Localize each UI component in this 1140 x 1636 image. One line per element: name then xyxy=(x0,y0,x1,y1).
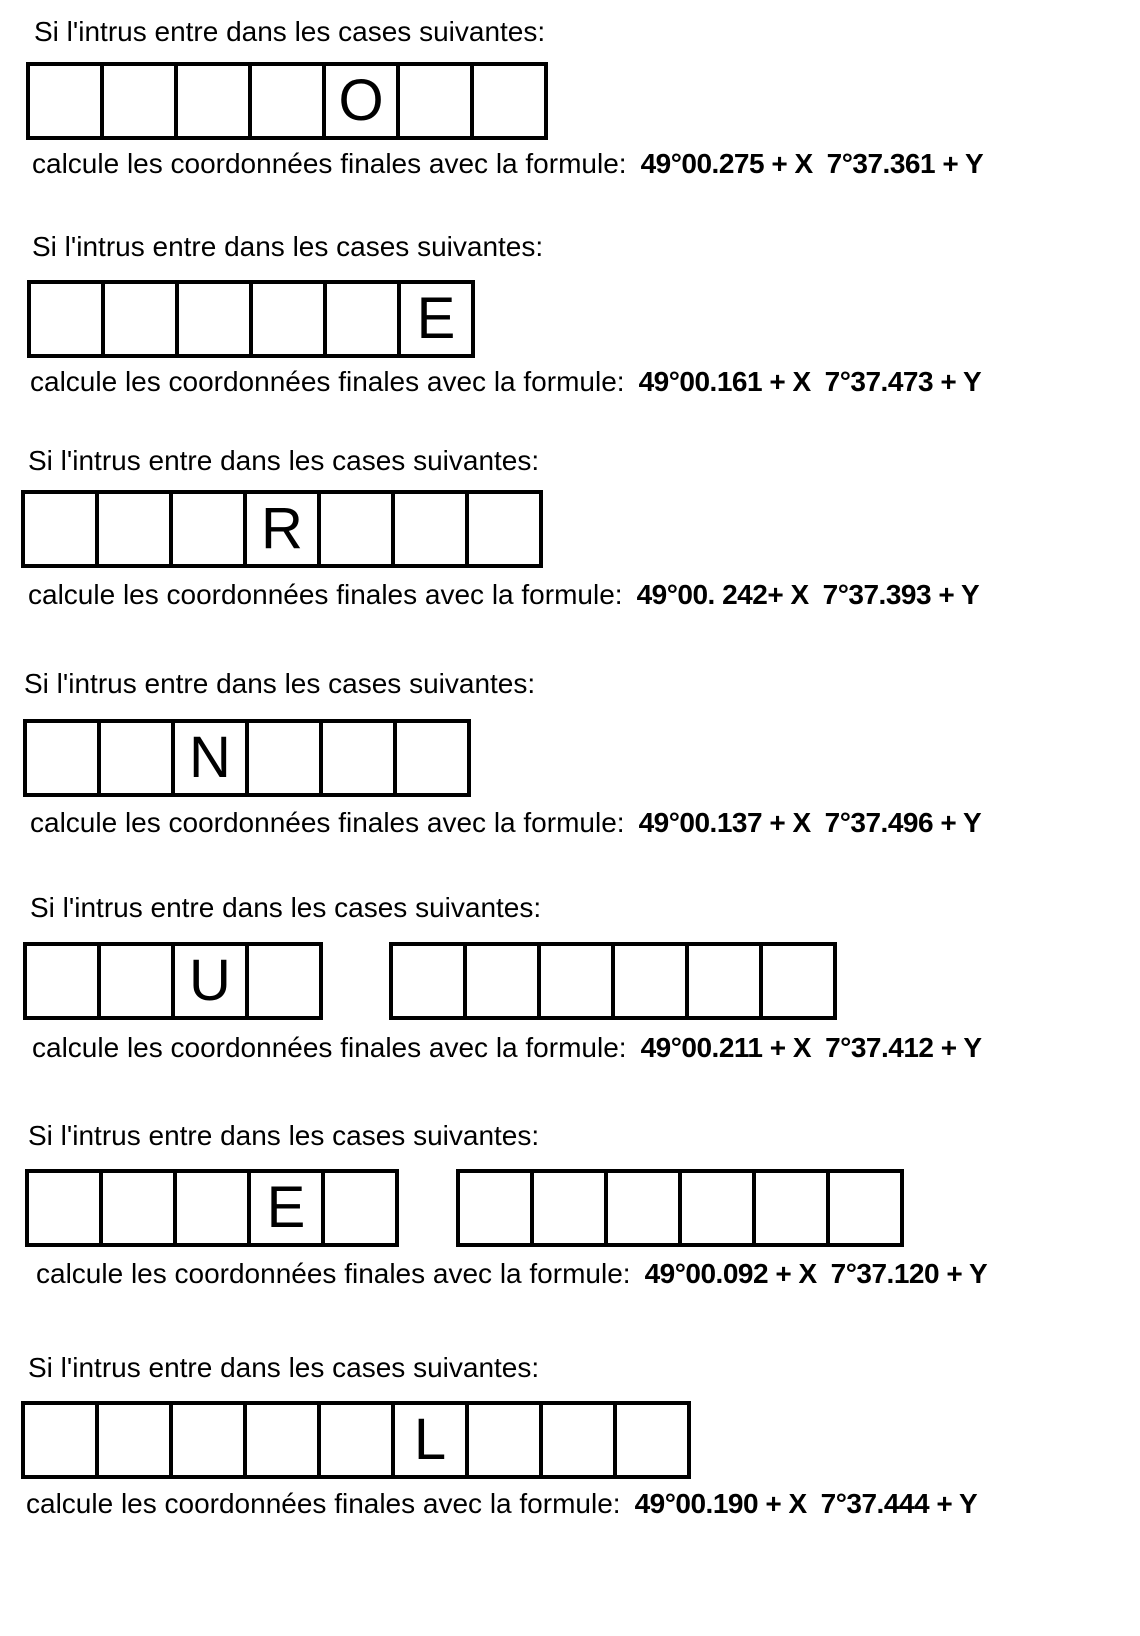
longitude-formula: 7°37.473 + Y xyxy=(824,366,982,397)
formula-line xyxy=(26,1487,977,1521)
instruction-text: Si l'intrus entre dans les cases suivantes: xyxy=(34,16,546,47)
letter-box[interactable] xyxy=(460,1173,534,1243)
formula-line xyxy=(36,1257,987,1291)
letter-box[interactable] xyxy=(543,1405,617,1475)
letter-box[interactable] xyxy=(541,946,615,1016)
letter-box[interactable] xyxy=(689,946,763,1016)
formula-line xyxy=(32,147,983,181)
letter-box[interactable] xyxy=(99,1405,173,1475)
letter-box[interactable] xyxy=(397,723,471,793)
letter-box-group xyxy=(21,490,543,568)
letter-box[interactable] xyxy=(179,284,253,354)
letter-box-group xyxy=(26,62,548,140)
latitude-formula: 49°00.211 + X xyxy=(640,1032,812,1063)
formula-line xyxy=(28,578,979,612)
letter-box[interactable] xyxy=(325,1173,399,1243)
instruction-text: Si l'intrus entre dans les cases suivantes: xyxy=(28,1352,540,1383)
letter-box[interactable] xyxy=(393,946,467,1016)
letter-box[interactable]: L xyxy=(395,1405,469,1475)
letter-box[interactable] xyxy=(29,1173,103,1243)
letter-box[interactable] xyxy=(27,723,101,793)
instruction-text: Si l'intrus entre dans les cases suivantes: xyxy=(28,1120,540,1151)
letter-box[interactable] xyxy=(25,1405,99,1475)
latitude-formula: 49°00.190 + X xyxy=(634,1488,807,1519)
formula-prefix: calcule les coordonnées finales avec la formule: xyxy=(30,807,625,838)
letter-box[interactable] xyxy=(608,1173,682,1243)
letter-box[interactable] xyxy=(534,1173,608,1243)
letter-box[interactable] xyxy=(617,1405,691,1475)
longitude-formula: 7°37.361 + Y xyxy=(826,148,984,179)
letter-box[interactable]: U xyxy=(175,946,249,1016)
letter-box-group xyxy=(27,280,475,358)
instruction-text: Si l'intrus entre dans les cases suivantes: xyxy=(32,231,544,262)
letter-box[interactable] xyxy=(104,66,178,136)
letter-box[interactable] xyxy=(830,1173,904,1243)
letter-box[interactable] xyxy=(469,1405,543,1475)
longitude-formula: 7°37.412 + Y xyxy=(825,1032,982,1063)
letter-box[interactable] xyxy=(177,1173,251,1243)
letter-box[interactable] xyxy=(103,1173,177,1243)
letter-box-group xyxy=(389,942,837,1020)
letter-box[interactable] xyxy=(467,946,541,1016)
instruction-text: Si l'intrus entre dans les cases suivantes: xyxy=(28,445,540,476)
letter-box[interactable] xyxy=(615,946,689,1016)
instruction-text: Si l'intrus entre dans les cases suivantes: xyxy=(30,892,542,923)
letter-box[interactable] xyxy=(247,1405,321,1475)
letter-box-group xyxy=(23,719,471,797)
formula-prefix: calcule les coordonnées finales avec la formule: xyxy=(36,1258,631,1289)
letter-box[interactable] xyxy=(327,284,401,354)
longitude-formula: 7°37.496 + Y xyxy=(824,807,982,838)
latitude-formula: 49°00.092 + X xyxy=(644,1258,817,1289)
letter-box[interactable] xyxy=(253,284,327,354)
letter-box[interactable]: O xyxy=(326,66,400,136)
letter-box[interactable] xyxy=(323,723,397,793)
letter-box[interactable] xyxy=(99,494,173,564)
longitude-formula: 7°37.393 + Y xyxy=(822,579,980,610)
letter-box-group xyxy=(21,1401,691,1479)
letter-box[interactable] xyxy=(105,284,179,354)
formula-prefix: calcule les coordonnées finales avec la formule: xyxy=(30,366,625,397)
formula-prefix: calcule les coordonnées finales avec la formule: xyxy=(32,1032,627,1063)
longitude-formula: 7°37.444 + Y xyxy=(820,1488,978,1519)
formula-line xyxy=(32,1031,982,1065)
letter-box[interactable] xyxy=(395,494,469,564)
formula-line xyxy=(30,806,981,840)
letter-box-group xyxy=(25,1169,399,1247)
letter-box[interactable] xyxy=(178,66,252,136)
letter-box[interactable] xyxy=(249,723,323,793)
latitude-formula: 49°00.161 + X xyxy=(638,366,811,397)
letter-box[interactable] xyxy=(101,946,175,1016)
letter-box[interactable] xyxy=(321,1405,395,1475)
latitude-formula: 49°00.275 + X xyxy=(640,148,813,179)
latitude-formula: 49°00. 242+ X xyxy=(636,579,809,610)
letter-box[interactable] xyxy=(249,946,323,1016)
letter-box[interactable] xyxy=(469,494,543,564)
letter-box[interactable]: E xyxy=(251,1173,325,1243)
letter-box[interactable] xyxy=(27,946,101,1016)
letter-box[interactable]: N xyxy=(175,723,249,793)
letter-box[interactable]: R xyxy=(247,494,321,564)
letter-box[interactable] xyxy=(474,66,548,136)
letter-box[interactable] xyxy=(252,66,326,136)
letter-box[interactable] xyxy=(682,1173,756,1243)
letter-box[interactable]: E xyxy=(401,284,475,354)
letter-box[interactable] xyxy=(101,723,175,793)
letter-box[interactable] xyxy=(25,494,99,564)
instruction-text: Si l'intrus entre dans les cases suivantes: xyxy=(24,668,536,699)
formula-prefix: calcule les coordonnées finales avec la formule: xyxy=(26,1488,621,1519)
letter-box-group xyxy=(456,1169,904,1247)
latitude-formula: 49°00.137 + X xyxy=(638,807,811,838)
letter-box[interactable] xyxy=(763,946,837,1016)
letter-box[interactable] xyxy=(30,66,104,136)
letter-box[interactable] xyxy=(173,1405,247,1475)
formula-line xyxy=(30,365,981,399)
letter-box-group xyxy=(23,942,323,1020)
letter-box[interactable] xyxy=(321,494,395,564)
longitude-formula: 7°37.120 + Y xyxy=(830,1258,988,1289)
letter-box[interactable] xyxy=(31,284,105,354)
formula-prefix: calcule les coordonnées finales avec la formule: xyxy=(32,148,627,179)
formula-prefix: calcule les coordonnées finales avec la formule: xyxy=(28,579,623,610)
letter-box[interactable] xyxy=(400,66,474,136)
letter-box[interactable] xyxy=(756,1173,830,1243)
letter-box[interactable] xyxy=(173,494,247,564)
